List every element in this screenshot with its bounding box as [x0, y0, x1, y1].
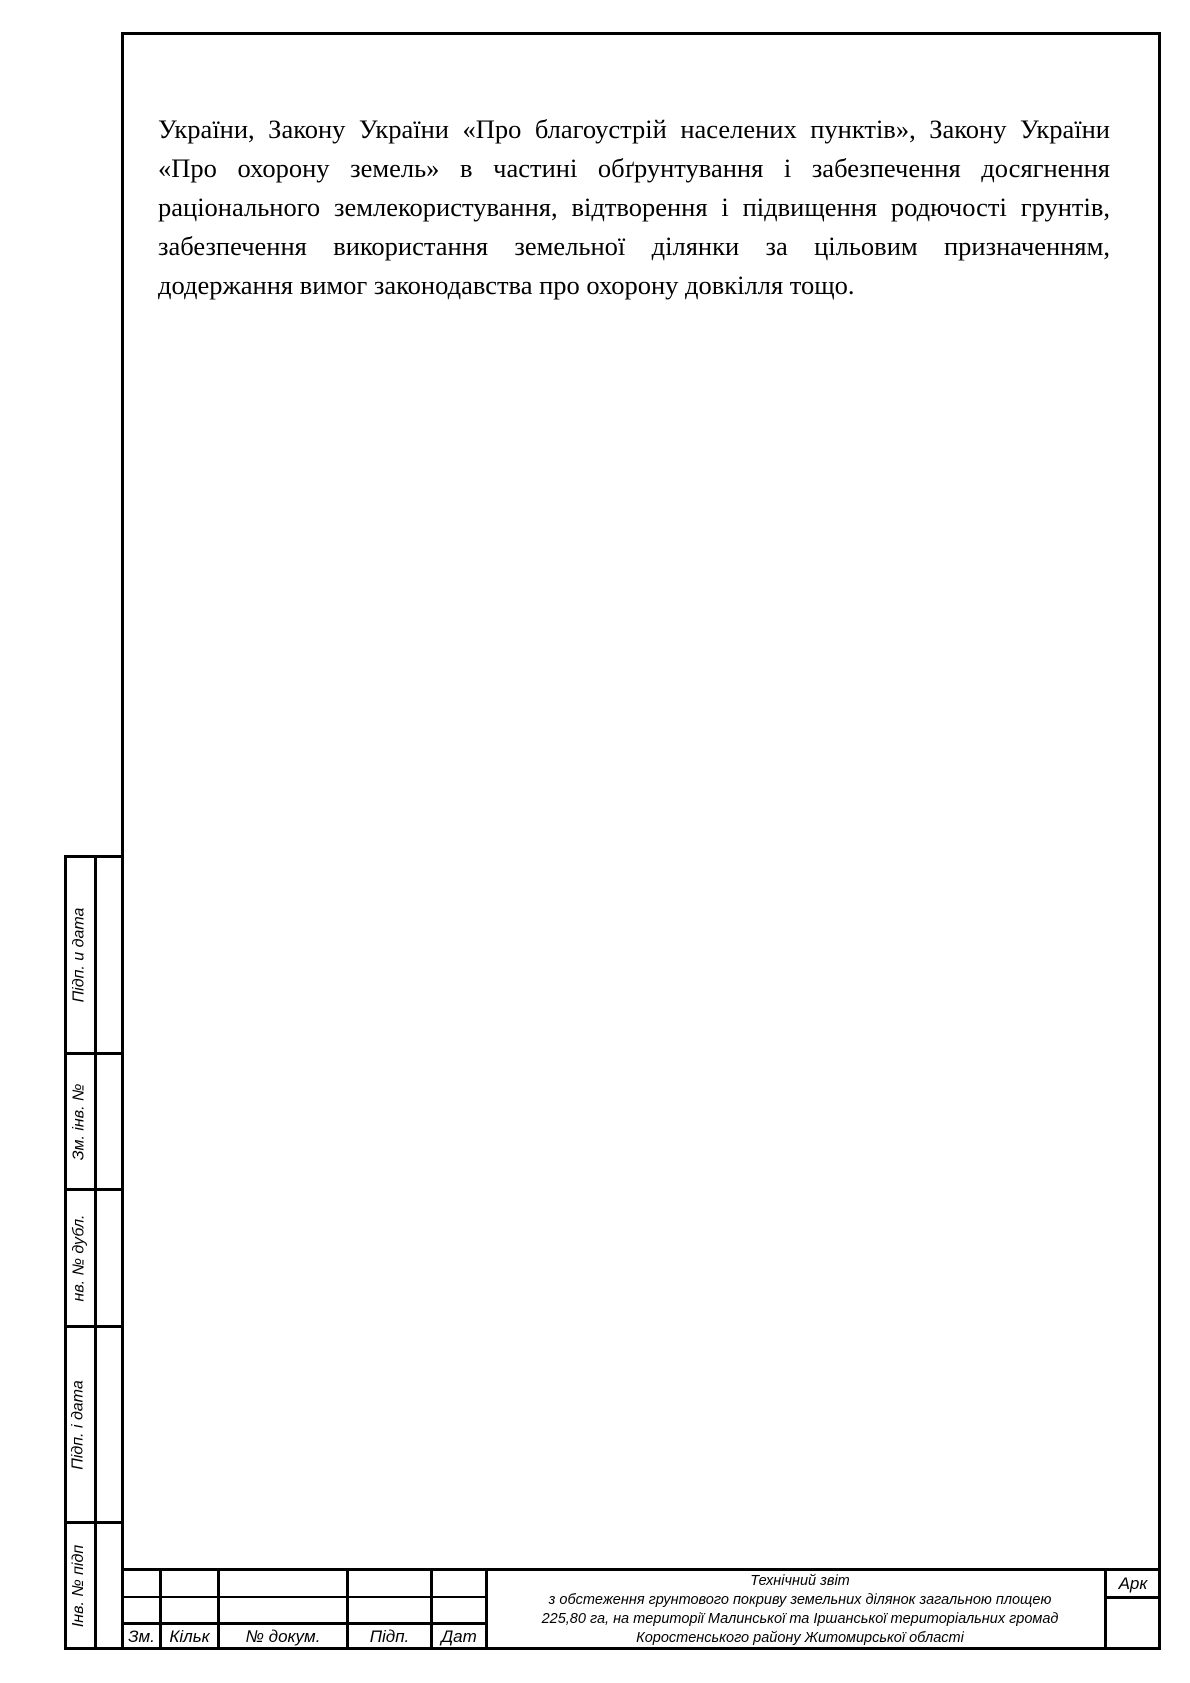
- sheet-label: Арк: [1118, 1574, 1148, 1593]
- side-label-replaced-inv: Зм. інв. №: [70, 1083, 88, 1160]
- document-title: Технічний звіт з обстеження грунтового покриву земельних ділянок загальною площею 225,80 га, на території Малинської та Іршанської територіальних громад Коростенського району Житомирської області: [541, 1573, 1059, 1646]
- header-quantity: Кільк: [169, 1627, 210, 1646]
- side-label-orig-inv: Інв. № підп: [70, 1544, 87, 1627]
- side-label-sign-date-1: Підп. и дата: [70, 907, 88, 1003]
- side-label-sign-date-2: Підп. і дата: [70, 1379, 88, 1470]
- header-change: Зм.: [128, 1627, 155, 1646]
- side-label-dup-inv: нв. № дубл.: [70, 1214, 88, 1302]
- header-date: Дат: [441, 1627, 477, 1646]
- header-signature: Підп.: [369, 1627, 410, 1646]
- body-paragraph: України, Закону України «Про благоустрій населених пунктів», Закону України «Про охорону земель» в частині обґрунтування і забезпечення досягнення раціонального землекористування, відтворення і підвищення родючості грунтів, забезпечення використання земельної ділянки за цільовим призначенням, додержання вимог законодавства про охорону довкілля тощо.: [158, 114, 1110, 300]
- header-doc-number: № докум.: [245, 1627, 321, 1646]
